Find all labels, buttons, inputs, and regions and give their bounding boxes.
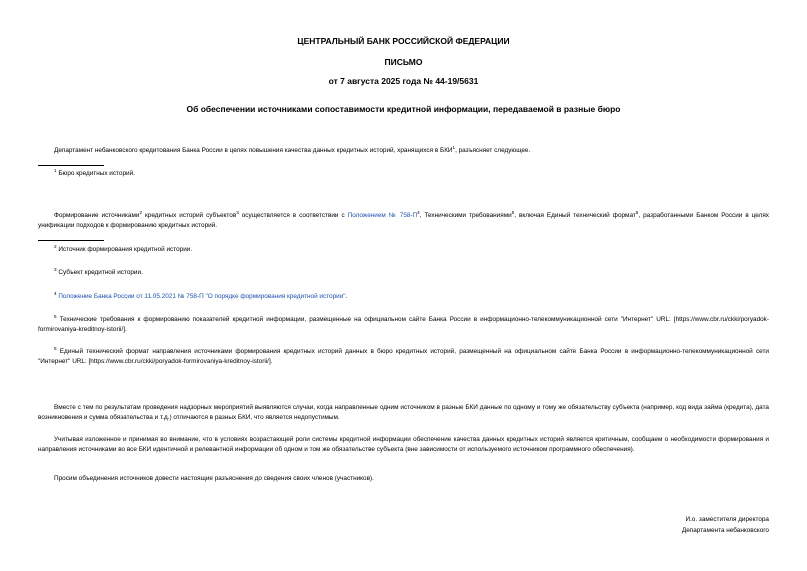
paragraph-intro: Департамент небанковского кредитования Банка России в целях повышения качества данных кредитных историй, хранящихся в БКИ$^1$, разъясняет следующее. <box>54 144 531 154</box>
footnote-2: $^2$ Источник формирования кредитной истории. <box>54 243 193 253</box>
footnote-ref[interactable]: 6 <box>635 209 639 215</box>
document-date-number: от 7 августа 2025 года № 44-19/5631 <box>328 76 479 86</box>
footnote-ref[interactable]: 4 <box>417 209 420 215</box>
issuer-heading: ЦЕНТРАЛЬНЫЙ БАНК РОССИЙСКОЙ ФЕДЕРАЦИИ <box>297 36 510 46</box>
paragraph-formation: Формирование источниками$^2$ кредитных историй субъектов$^3$ осуществляется в соответствии с Положением № $758-П^4$, Техническими требованиями$^5$, включая Единый технический формат$^6$, разработанными Банком России в целях унификации подходов к формированию кредитных историй. <box>38 209 769 229</box>
footnote-5: $^5$ Технические требования к формированию показателей кредитной информации, размещенные на официальном сайте Банка России в информационно-телекоммуникационной сети "Интернет" URL: [https://www.cbr.ru/ckki/poryadok-formirovaniya-kreditnoy-istorii/]. <box>38 313 769 333</box>
footnote-ref[interactable]: 5 <box>511 209 515 215</box>
footnote-ref[interactable]: 1 <box>452 144 456 150</box>
signature-department: Департамента небанковского <box>681 527 769 534</box>
signature-title: И.о. заместителя директора <box>685 516 769 523</box>
footnote-separator <box>38 240 104 241</box>
footnote-separator <box>38 165 104 166</box>
regulation-758-full-link[interactable]: Положение Банка России от 11.05.2021 № 758-П "О порядке формирования кредитной истории" <box>58 293 346 300</box>
document-subject: Об обеспечении источниками сопоставимости кредитной информации, передаваемой в разные бюро <box>186 104 621 114</box>
regulation-758-link[interactable]: Положением № 758-П <box>347 212 418 219</box>
footnote-ref[interactable]: 2 <box>139 209 143 215</box>
paragraph-requirement: Учитывая изложенное и принимая во внимание, что в условиях возрастающей роли системы кредитной информации обеспечение качества данных кредитных историй является критичным, сообщаем о необходимости формирования и направления источниками во все БКИ идентичной и релевантной информации об одном и том же обязательстве субъекта (вне зависимости от используемого источником программного обеспечения). <box>38 436 769 453</box>
footnote-6: $^6$ Единый технический формат направления источниками формирования кредитных историй данных в бюро кредитных историй, размещенный на официальном сайте Банка России в информационно-телекоммуникационной сети "Интернет" URL: [https://www.cbr.ru/ckki/poryadok-formirovaniya-kreditnoy-istorii/]. <box>38 345 769 365</box>
paragraph-findings: Вместе с тем по результатам проведения надзорных мероприятий выявляются случаи, когда направленные одним источником в разные БКИ данные по одному и тому же обязательству субъекта (например, код вида займа (кредита), дата возникновения и сумма обязательства и т.д.) отличаются в разных БКИ, что является недопустимым. <box>38 404 769 421</box>
document-type: ПИСЬМО <box>384 57 423 67</box>
footnote-1: $^1$ Бюро кредитных историй. <box>54 167 135 177</box>
footnote-3: $^3$ Субъект кредитной истории. <box>54 266 143 276</box>
paragraph-request: Просим объединения источников довести настоящие разъяснения до сведения своих членов (участников). <box>54 475 374 482</box>
footnote-4: $^4$ Положение Банка России от 11.05.2021 № 758-П "О порядке формирования кредитной истории". <box>54 290 348 300</box>
footnote-ref[interactable]: 3 <box>236 209 239 215</box>
